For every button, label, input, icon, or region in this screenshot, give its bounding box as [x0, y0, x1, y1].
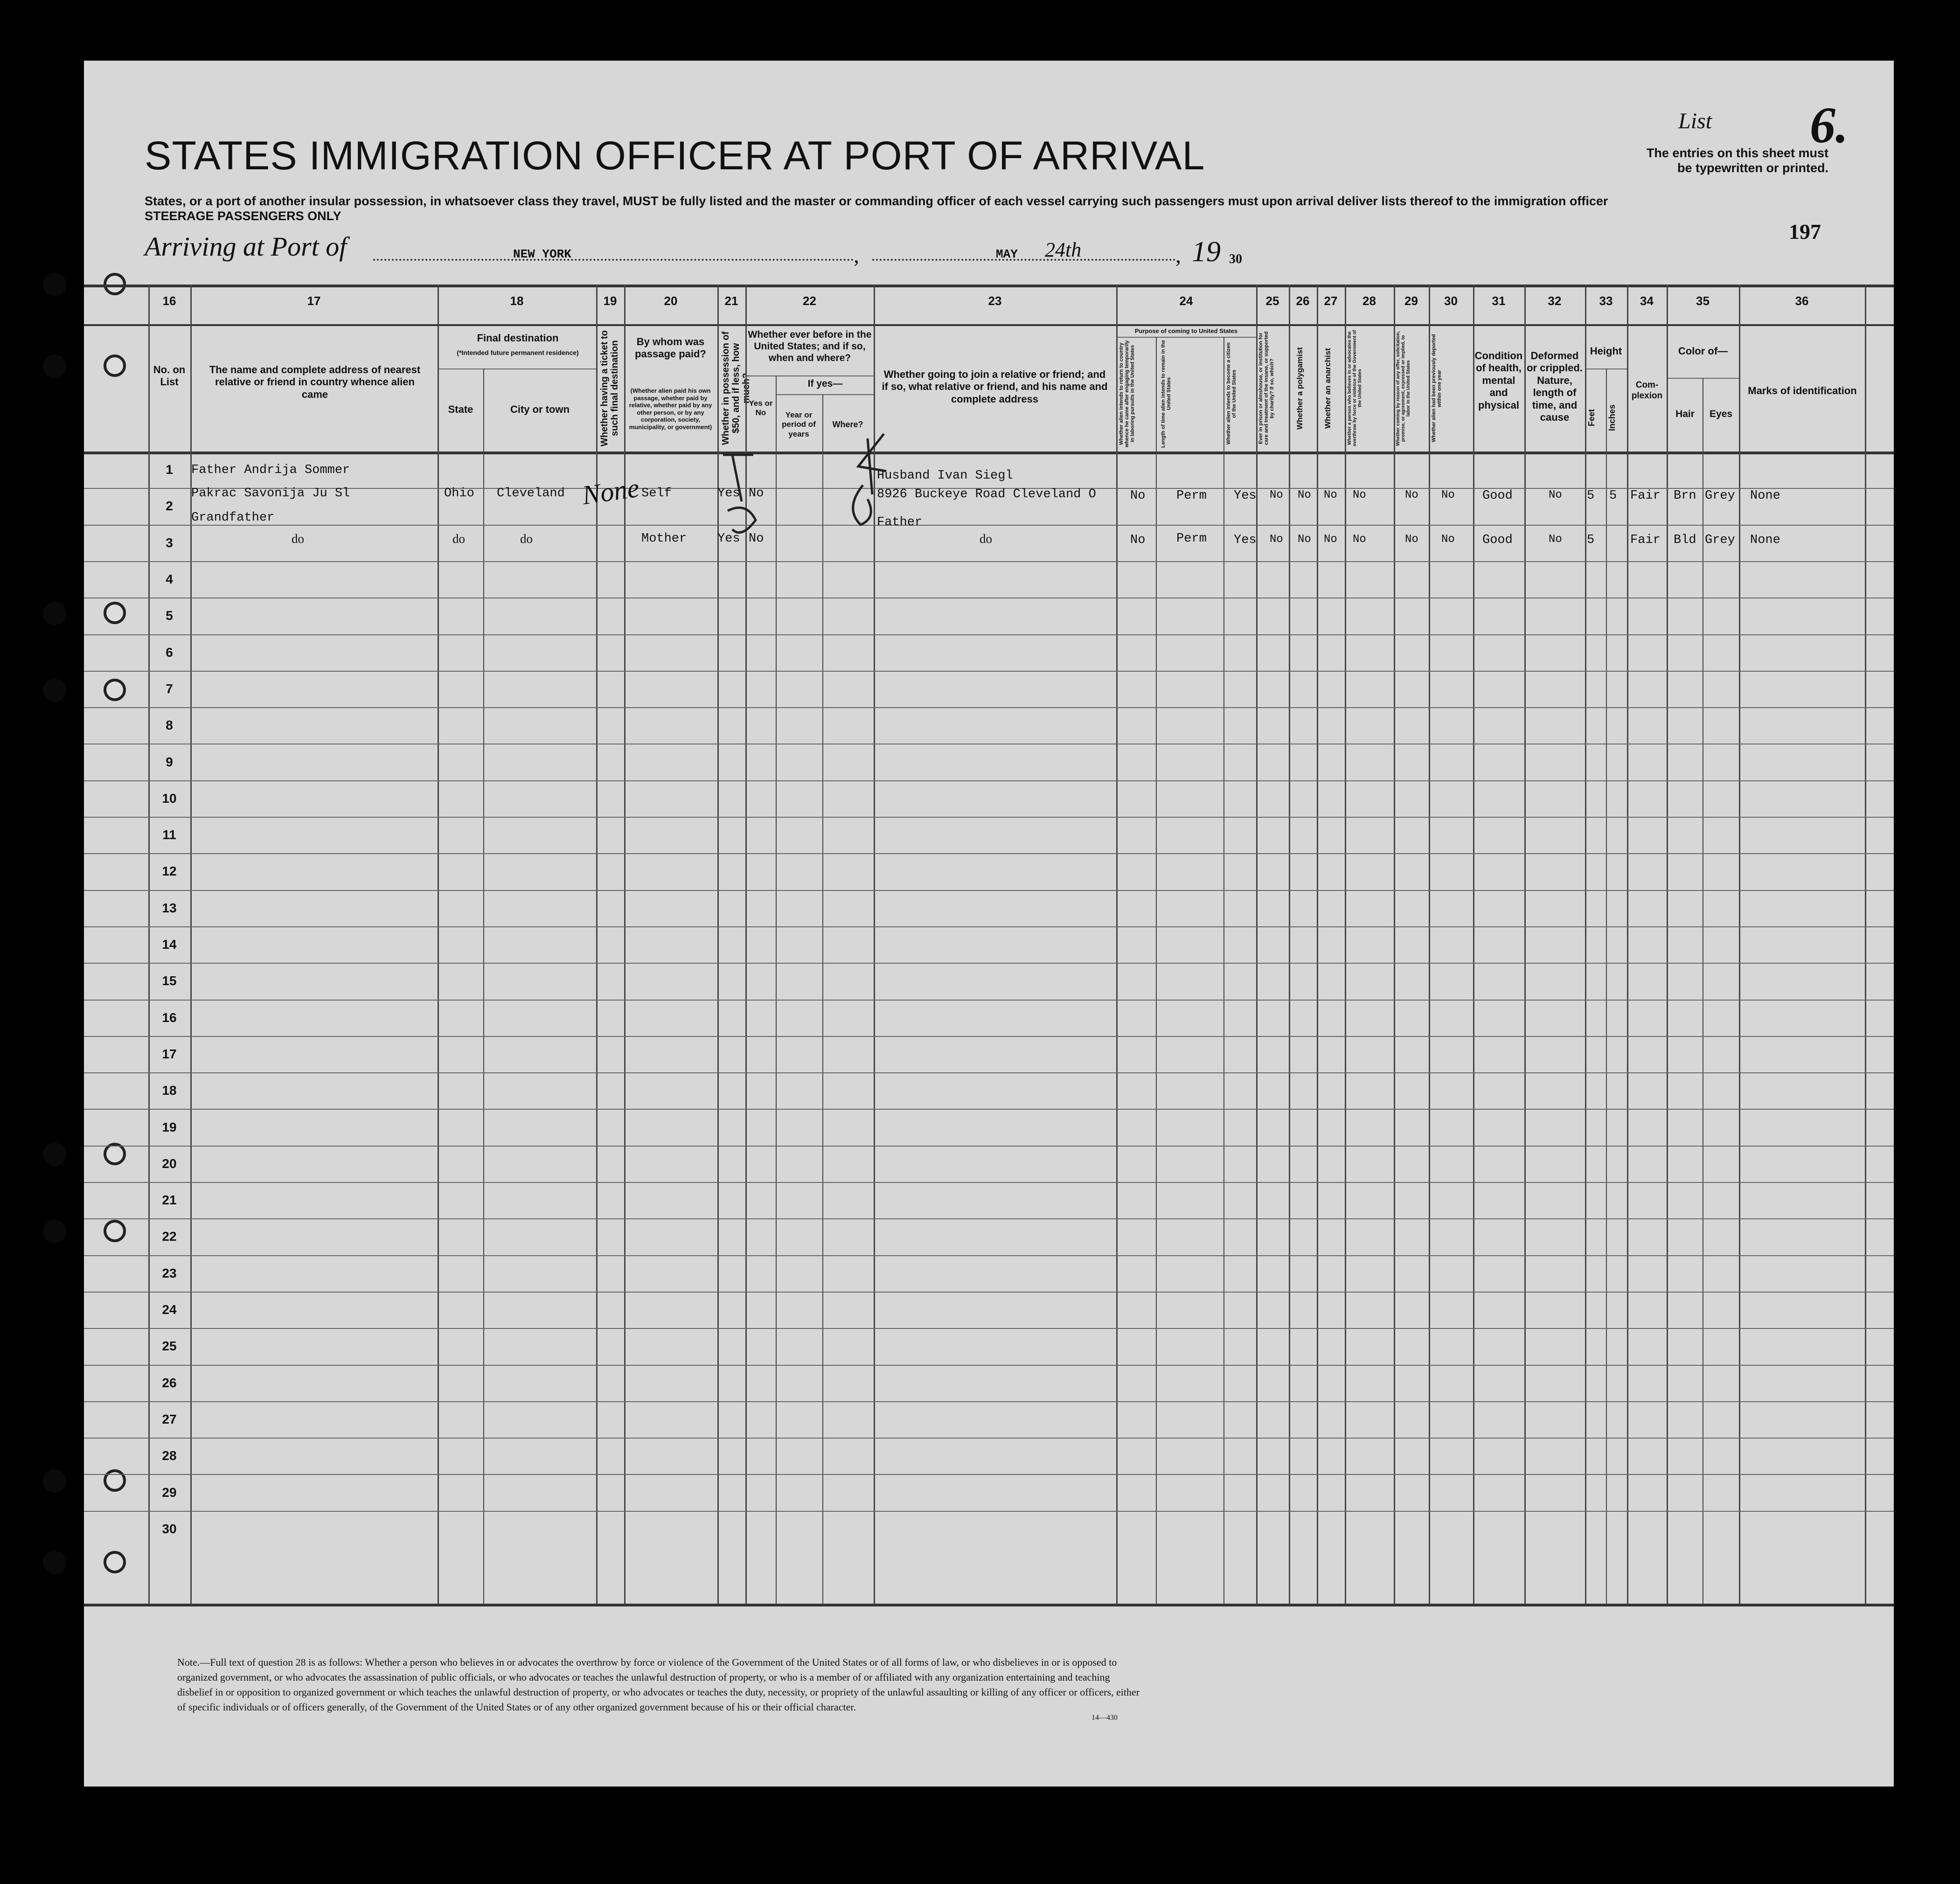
- col-num-18: 18: [510, 294, 524, 308]
- col-26-header: Whether a polygamist: [1295, 347, 1304, 430]
- row-number: 12: [162, 864, 177, 879]
- col-21-header: Whether in possession of $50, and if less, how: [721, 331, 741, 445]
- binder-ring: [104, 1469, 126, 1492]
- relative-address: Pakrac Savonija Ju Sl: [191, 487, 350, 501]
- col-34-header: Com-plexion: [1631, 380, 1663, 401]
- question-30: No: [1441, 489, 1455, 501]
- binder-hole: [43, 355, 66, 378]
- money: Yes: [717, 487, 740, 501]
- typewritten-instruction: The entries on this sheet must be typewritten or printed.: [1646, 146, 1828, 175]
- row-number: 7: [166, 681, 173, 696]
- question-29: No: [1405, 533, 1418, 546]
- row-number: 19: [162, 1119, 177, 1134]
- row-divider: [84, 1072, 1894, 1073]
- passage-paid-by: Mother: [641, 532, 687, 546]
- identification-marks: None: [1750, 533, 1780, 547]
- anarchist: No: [1324, 489, 1337, 501]
- col-24a-header: Whether alien intends to return to country whence he came after engaging temporarily in laboring pursuits in the United States: [1119, 340, 1136, 447]
- row-divider: [84, 853, 1894, 854]
- col-33-header: Height: [1590, 345, 1622, 357]
- col-num-30: 30: [1444, 294, 1458, 308]
- row-number: 28: [162, 1448, 177, 1463]
- col-35-header: Color of—: [1678, 345, 1728, 357]
- binder-hole: [43, 602, 66, 625]
- col-num-20: 20: [664, 294, 678, 308]
- health: Good: [1482, 489, 1513, 503]
- year-suffix: 30: [1229, 252, 1242, 266]
- col-16-header: No. on List: [153, 364, 186, 388]
- relative-address: do: [292, 532, 304, 546]
- col-23-header: Whether going to join a relative or friend; and if so, what relative or friend, and his name and complete address: [882, 368, 1108, 405]
- col-24c-header: Whether alien intends to become a citizen of the United States: [1226, 342, 1237, 445]
- col-22-where: Where?: [832, 420, 863, 429]
- ticket-handwritten: None: [580, 472, 641, 511]
- complexion: Fair: [1630, 533, 1661, 547]
- row-number: 8: [166, 718, 173, 733]
- list-number-handwritten: 6.: [1810, 97, 1849, 153]
- binder-ring: [104, 1551, 126, 1573]
- col-18-note: (*Intended future permanent residence): [457, 349, 579, 356]
- row-divider: [84, 525, 1894, 526]
- eye-color: Grey: [1705, 533, 1735, 547]
- port-name: NEW YORK: [513, 247, 571, 261]
- polygamist: No: [1298, 489, 1311, 501]
- row-number: 30: [162, 1521, 177, 1536]
- col-24-header: Purpose of coming to United States: [1134, 327, 1238, 334]
- col-25-header: Ever in prison or almshouse, or institution for care and treatment of the insane, or supported by charity? If so, which?: [1258, 331, 1275, 445]
- col-24b-header: Length of time alien intends to remain in the United States: [1161, 340, 1172, 448]
- handwritten-initial: [840, 429, 905, 536]
- col-18-city: City or town: [510, 403, 570, 415]
- row-number: 16: [162, 1010, 177, 1025]
- prison: No: [1270, 533, 1283, 546]
- binder-hole: [43, 679, 66, 702]
- binder-hole: [43, 1469, 66, 1493]
- join-relative: Husband Ivan Siegl: [877, 469, 1013, 483]
- row-number: 2: [166, 499, 173, 514]
- join-relative: Father: [877, 515, 923, 529]
- eye-color: Grey: [1705, 489, 1735, 503]
- length-of-stay: Perm: [1176, 489, 1207, 503]
- binder-ring: [104, 602, 126, 624]
- col-22-header: Whether ever before in the United States; and if so, when and where?: [748, 329, 872, 364]
- relative-name: Father Andrija Sommer: [191, 463, 350, 477]
- row-number: 29: [162, 1485, 177, 1500]
- intends-citizen: Yes: [1234, 533, 1257, 547]
- col-18-header: Final destination: [477, 332, 559, 344]
- col-22-year: Year or period of years: [782, 410, 816, 438]
- height-feet: 5: [1587, 489, 1595, 503]
- col-36-header: Marks of identification: [1748, 385, 1857, 396]
- prison: No: [1270, 489, 1283, 501]
- row-number: 20: [162, 1156, 177, 1171]
- hair-color: Brn: [1674, 489, 1696, 503]
- join-address: 8926 Buckeye Road Cleveland O: [877, 487, 1096, 501]
- binder-hole: [43, 1220, 66, 1243]
- row-divider: [84, 926, 1894, 927]
- row-number: 6: [166, 645, 173, 660]
- row-number: 9: [166, 754, 173, 769]
- intends-return: No: [1130, 489, 1146, 503]
- row-number: 24: [162, 1302, 177, 1317]
- intends-citizen: Yes: [1234, 489, 1257, 503]
- col-num-25: 25: [1265, 294, 1279, 308]
- binder-ring: [104, 679, 126, 701]
- col-num-22: 22: [803, 294, 816, 308]
- page-title: STATES IMMIGRATION OFFICER AT PORT OF ARRIVAL: [145, 133, 1205, 178]
- row-divider: [84, 707, 1894, 708]
- binder-hole: [43, 1143, 66, 1166]
- col-num-34: 34: [1640, 294, 1654, 308]
- col-num-28: 28: [1362, 294, 1376, 308]
- col-num-31: 31: [1492, 294, 1506, 308]
- deformed: No: [1549, 533, 1562, 546]
- arrival-month: MAY: [996, 247, 1018, 261]
- money: Yes: [717, 532, 740, 546]
- row-number: 25: [162, 1339, 177, 1354]
- col-num-26: 26: [1296, 294, 1310, 308]
- height-inches: 5: [1609, 489, 1617, 503]
- join-address: do: [980, 532, 992, 546]
- arrival-day-handwritten: 24th: [1045, 238, 1082, 261]
- col-20-header: By whom was passage paid?: [635, 336, 706, 360]
- deformed: No: [1549, 489, 1562, 501]
- col-num-23: 23: [988, 294, 1002, 308]
- row-divider: [84, 1218, 1894, 1219]
- before-in-us: No: [749, 532, 764, 546]
- row-divider: [84, 634, 1894, 635]
- col-18-state: State: [448, 403, 473, 415]
- row-number: 18: [162, 1083, 177, 1098]
- destination-city: do: [520, 532, 533, 546]
- binder-hole: [43, 1551, 66, 1574]
- row-number: 21: [162, 1193, 177, 1208]
- col-19-header: Whether having a ticket to such final destination: [599, 330, 620, 446]
- col-num-33: 33: [1599, 294, 1613, 308]
- col-num-29: 29: [1404, 294, 1418, 308]
- row-number: 26: [162, 1375, 177, 1390]
- footer-note: Note.—Full text of question 28 is as follows: Whether a person who believes in or advocates the overthrow by force or violence of the Government of the United States or of all forms of law, or who disbelieves in or is opposed to organized government, or who advocates the assassination of public officials, or who advocates or teaches the unlawful destruction of property, or who is a member of or affiliated with any organization entertaining and teaching disbelief in or opposition to organized government or which teaches the unlawful destruction of property, or who advocates or teaches the duty, necessity, or propriety of the unlawful assaulting or killing of any officer or officers, either of specific individuals or of officers generally, of the Government of the United States or of any other organized government because of his or their official character.: [177, 1656, 1140, 1713]
- row-number: 1: [166, 462, 173, 477]
- col-22-yesno: Yes or No: [749, 399, 773, 417]
- col-num-32: 32: [1548, 294, 1562, 308]
- col-35-hair: Hair: [1675, 409, 1695, 419]
- polygamist: No: [1298, 533, 1311, 546]
- page-number: 197: [1789, 220, 1821, 243]
- row-number: 11: [162, 827, 176, 842]
- row-divider: [84, 817, 1894, 818]
- col-20-note: (Whether alien paid his own passage, whether paid by relative, whether paid by any other person, or by any corporation, society, municipality, or government): [629, 387, 712, 431]
- complexion: Fair: [1630, 489, 1661, 503]
- length-of-stay: Perm: [1176, 532, 1207, 546]
- arriving-label: Arriving at Port of: [145, 231, 347, 262]
- year-prefix: 19: [1192, 236, 1221, 268]
- binder-hole: [43, 273, 66, 296]
- manifest-sheet: [84, 61, 1894, 1787]
- row-number: 3: [166, 535, 173, 550]
- destination-state: do: [452, 532, 465, 546]
- row-divider: [84, 1438, 1894, 1439]
- binder-ring: [104, 273, 126, 295]
- health: Good: [1482, 533, 1513, 547]
- col-num-24: 24: [1179, 294, 1193, 308]
- row-divider: [84, 963, 1894, 964]
- col-num-17: 17: [307, 294, 321, 308]
- row-number: 17: [162, 1046, 177, 1061]
- col-31-header: Condition of health, mental and physical: [1474, 350, 1523, 411]
- row-number: 23: [162, 1265, 177, 1280]
- intends-return: No: [1130, 533, 1146, 547]
- row-divider: [84, 1109, 1894, 1110]
- row-divider: [84, 780, 1894, 781]
- row-divider: [84, 1182, 1894, 1183]
- row-divider: [84, 1365, 1894, 1366]
- col-num-16: 16: [162, 294, 176, 308]
- row-divider: [84, 1255, 1894, 1256]
- col-29-header: Whether coming by reason of any offer, solicitation, promise, or agreement, expressed or implied, to labor in the United States: [1396, 331, 1411, 446]
- hair-color: Bld: [1674, 533, 1696, 547]
- col-num-21: 21: [724, 294, 738, 308]
- col-num-35: 35: [1696, 294, 1710, 308]
- col-22-ifyes: If yes—: [807, 378, 843, 389]
- row-number: 27: [162, 1411, 177, 1426]
- row-divider: [84, 561, 1894, 562]
- row-divider: [84, 1292, 1894, 1293]
- col-30-header: Whether alien had been previously deported within one year: [1431, 334, 1443, 443]
- form-number: 14—430: [1091, 1714, 1118, 1722]
- row-divider: [84, 1474, 1894, 1475]
- col-num-19: 19: [603, 294, 617, 308]
- header-subtitle: States, or a port of another insular possession, in whatsoever class they travel, MUST be fully listed and the master or commanding officer of each vessel carrying such passengers must upon arrival deliver lists thereof to the immigration officer: [145, 194, 1608, 208]
- row-divider: [84, 1000, 1894, 1001]
- col-32-header: Deformed or crippled. Nature, length of time, and cause: [1527, 350, 1583, 423]
- destination-city: Cleveland: [497, 487, 565, 501]
- col-35-eyes: Eyes: [1709, 409, 1733, 419]
- col-27-header: Whether an anarchist: [1323, 348, 1332, 429]
- row-number: 14: [162, 937, 177, 952]
- row-divider: [84, 1401, 1894, 1402]
- col-num-27: 27: [1324, 294, 1338, 308]
- col-33-inches: Inches: [1607, 404, 1617, 431]
- row-divider: [84, 1328, 1894, 1329]
- before-in-us: No: [749, 487, 764, 501]
- relative-name: Grandfather: [191, 511, 275, 525]
- handwritten-check-marks: [714, 445, 784, 553]
- destination-state: Ohio: [444, 487, 474, 501]
- question-28: No: [1353, 533, 1366, 546]
- col-33-feet: Feet: [1587, 409, 1596, 426]
- class-label: STEERAGE PASSENGERS ONLY: [145, 209, 341, 223]
- question-30: No: [1441, 533, 1455, 546]
- row-number: 22: [162, 1229, 177, 1244]
- passage-paid-by: Self: [641, 487, 672, 501]
- question-28: No: [1353, 489, 1366, 501]
- anarchist: No: [1324, 533, 1337, 546]
- row-number: 10: [162, 791, 177, 806]
- row-number: 4: [166, 572, 173, 587]
- row-divider: [84, 1511, 1894, 1512]
- row-number: 5: [166, 608, 173, 623]
- row-number: 15: [162, 973, 177, 988]
- question-29: No: [1405, 489, 1418, 501]
- row-divider: [84, 671, 1894, 672]
- row-number: 13: [162, 900, 177, 915]
- col-17-header: The name and complete address of nearest relative or friend in country whence alien came: [209, 364, 421, 400]
- row-divider: [84, 1036, 1894, 1037]
- col-28-header: Whether a person who believes in or advocates the overthrow by force or violence of the Government of the United States: [1347, 330, 1362, 447]
- col-num-36: 36: [1795, 294, 1809, 308]
- binder-ring: [104, 1220, 126, 1242]
- height-feet: 5: [1587, 533, 1595, 547]
- binder-ring: [104, 355, 126, 377]
- list-label: List: [1678, 109, 1712, 133]
- row-divider: [84, 890, 1894, 891]
- row-divider: [84, 1146, 1894, 1147]
- identification-marks: None: [1750, 489, 1780, 503]
